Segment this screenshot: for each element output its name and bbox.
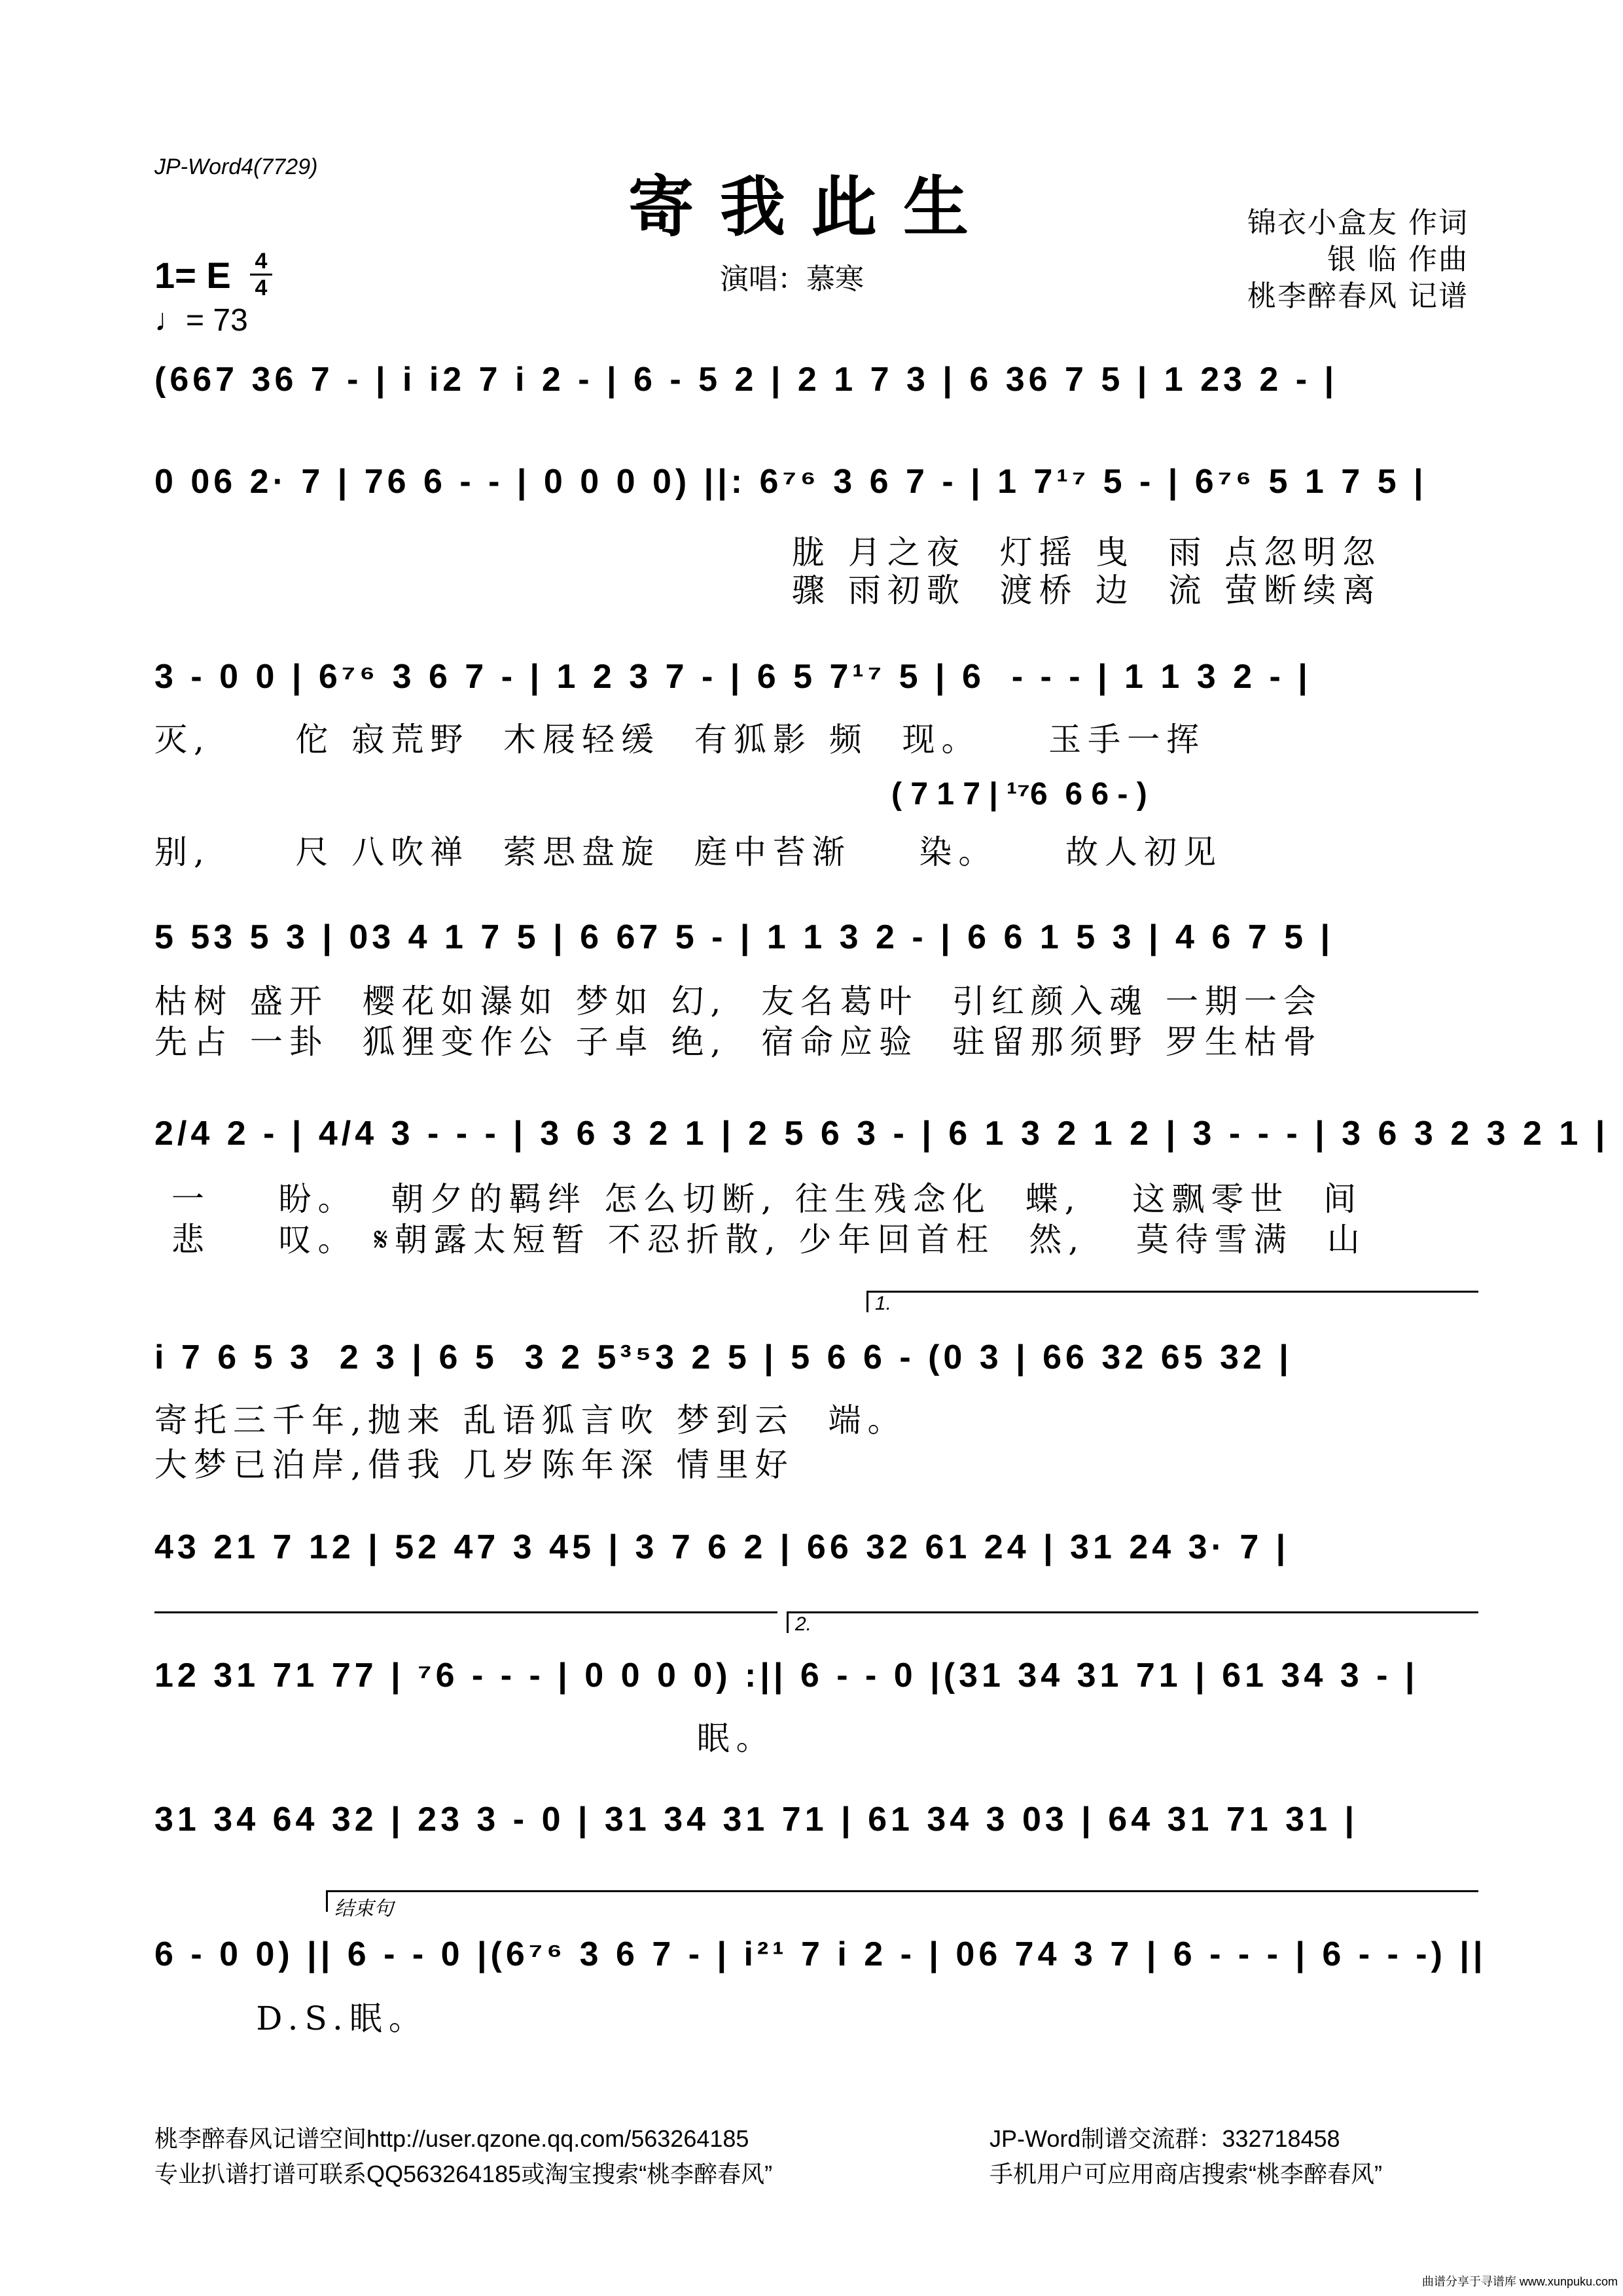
notation-row-3-bracket: ( 7 1 7 | ¹⁷6 6 6 - ) xyxy=(891,777,1147,812)
notation-row-3: 3 - 0 0 | 6⁷⁶ 3 6 7 - | 1 2 3 7 - | 6 5 7¹⁷ 5 | 6 - - - | 1 1 3 2 - | xyxy=(154,658,1311,696)
footer-left-line-2: 专业扒谱打谱可联系QQ563264185或淘宝搜索“桃李醉春风” xyxy=(154,2161,773,2187)
software-label: JP-Word4(7729) xyxy=(154,154,318,179)
volta-1-label: 1. xyxy=(875,1293,892,1314)
lyrics-row-3-verse-2: 别, 尺 八吹禅 萦思盘旋 庭中苔渐 染。 故人初见 xyxy=(154,833,1222,871)
lyrics-row-2-verse-1: 胧 月之夜 灯摇 曳 雨 点忽明忽 xyxy=(792,533,1382,571)
song-title: 寄我此生 xyxy=(628,168,995,245)
notation-row-2: 0 06 2· 7 | 76 6 - - | 0 0 0 0) ||: 6⁷⁶ 3 6 7 - | 1 7¹⁷ 5 - | 6⁷⁶ 5 1 7 5 | xyxy=(154,463,1427,501)
composer-credit: 银 临 作曲 xyxy=(1327,243,1469,276)
lyrics-row-3-verse-1: 灭, 佗 寂荒野 木屐轻缓 有狐影 频 现。 玉手一挥 xyxy=(154,721,1206,759)
notation-row-5: 2/4 2 - | 4/4 3 - - - | 3 6 3 2 1 | 2 5 6 3 - | 6 1 3 2 1 2 | 3 - - - | 3 6 3 2 3 2 1 | xyxy=(154,1115,1609,1153)
site-watermark: 曲谱分享于寻谱库 www.xunpuku.com xyxy=(1421,2275,1618,2288)
footer-right-line-1: JP-Word制谱交流群：332718458 xyxy=(990,2125,1340,2152)
ending-label: 结束句 xyxy=(334,1897,393,1920)
tempo-marking: ♩= 73 xyxy=(154,303,248,338)
transcriber-credit: 桃李醉春风 记谱 xyxy=(1247,279,1469,313)
time-signature-bottom: 4 xyxy=(255,276,268,300)
notation-row-7: 43 21 7 12 | 52 47 3 45 | 3 7 6 2 | 66 32 61 24 | 31 24 3· 7 | xyxy=(154,1528,1290,1566)
ending-bracket xyxy=(326,1890,1478,1920)
lyrics-row-6-verse-1: 寄托三千年,抛来 乱语狐言吹 梦到云 端。 xyxy=(154,1401,907,1439)
lyrics-row-5-verse-1: 一 盼。 朝夕的羁绊 怎么切断, 往生残念化 蝶, 这飘零世 间 xyxy=(154,1180,1363,1218)
footer-left-line-1: 桃李醉春风记谱空间http://user.qzone.qq.com/563264185 xyxy=(154,2125,749,2152)
footer-right-line-2: 手机用户可应用商店搜索“桃李醉春风” xyxy=(990,2161,1382,2187)
volta-2-label: 2. xyxy=(795,1613,812,1635)
lyrics-row-5-verse-2: 悲 叹。 𝄋朝露太短暂 不忍折散, 少年回首枉 然, 莫待雪满 山 xyxy=(154,1221,1366,1259)
lyrics-row-4-verse-2: 先占 一卦 狐狸变作公 子卓 绝, 宿命应验 驻留那须野 罗生枯骨 xyxy=(154,1023,1323,1061)
lyrics-row-6-verse-2: 大梦已泊岸,借我 几岁陈年深 情里好 xyxy=(154,1446,794,1484)
lyricist-credit: 锦衣小盒友 作词 xyxy=(1247,206,1469,240)
singer-label: 演唱：慕寒 xyxy=(720,262,864,296)
volta-1-continuation xyxy=(154,1611,777,1613)
volta-1-bracket xyxy=(866,1291,1478,1312)
notation-row-1: (667 36 7 - | i i2 7 i 2 - | 6 - 5 2 | 2 1 7 3 | 6 36 7 5 | 1 23 2 - | xyxy=(154,361,1338,399)
time-signature xyxy=(250,250,272,299)
notation-row-6: i 7 6 5 3 2 3 | 6 5 3 2 5³⁵3 2 5 | 5 6 6 - (0 3 | 66 32 65 32 | xyxy=(154,1338,1293,1376)
notation-row-4: 5 53 5 3 | 03 4 1 7 5 | 6 67 5 - | 1 1 3 2 - | 6 6 1 5 3 | 4 6 7 5 | xyxy=(154,918,1334,956)
key-signature: 1= E xyxy=(154,255,231,296)
lyrics-row-4-verse-1: 枯树 盛开 樱花如瀑如 梦如 幻, 友名葛叶 引红颜入魂 一期一会 xyxy=(154,982,1323,1020)
notation-row-8: 12 31 71 77 | ⁷6 - - - | 0 0 0 0) :|| 6 - - 0 |(31 34 31 71 | 61 34 3 - | xyxy=(154,1657,1419,1695)
notation-row-10: 6 - 0 0) || 6 - - 0 |(6⁷⁶ 3 6 7 - | i²¹ 7 i 2 - | 06 74 3 7 | 6 - - - | 6 - - -) || xyxy=(154,1935,1487,1973)
lyrics-row-10: D.S.眠。 xyxy=(154,2000,428,2037)
notation-row-9: 31 34 64 32 | 23 3 - 0 | 31 34 31 71 | 61 34 3 03 | 64 31 71 31 | xyxy=(154,1801,1358,1839)
lyrics-row-8: 眠。 xyxy=(154,1719,776,1757)
lyrics-row-2-verse-2: 骤 雨初歌 渡桥 边 流 萤断续离 xyxy=(792,571,1382,609)
volta-2-bracket xyxy=(787,1611,1478,1633)
time-signature-top: 4 xyxy=(255,249,268,274)
